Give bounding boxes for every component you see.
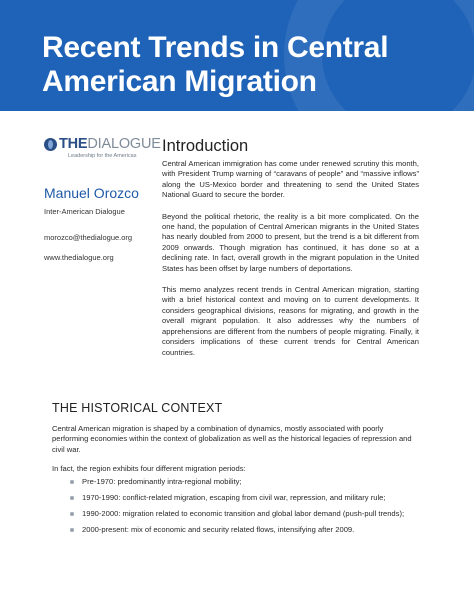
period-text: Pre-1970: predominantly intra-regional mobility; xyxy=(82,476,242,486)
author-organization: Inter-American Dialogue xyxy=(44,207,125,216)
page-title: Recent Trends in Central American Migration xyxy=(42,31,389,98)
author-website: www.thedialogue.org xyxy=(44,253,114,262)
intro-paragraph: This memo analyzes recent trends in Central American migration, starting with a brief historical context and moving on to current developments. It considers geographical divisions, reasons for migrating, and growth in the overall migrant population. It also addresses why the numbers of apprehensions are different from the numbers of people migrating. Finally, it considers implications of these current trends for Central American countries. xyxy=(162,285,419,357)
historical-context-paragraph: Central American migration is shaped by a combination of dynamics, mostly associated with poorly performing economies within the context of globalization as well as the historical legacies of repression and civil war. xyxy=(52,424,412,454)
list-item xyxy=(70,525,420,535)
intro-paragraph: Central American immigration has come under renewed scrutiny this month, with President Trump warning of “caravans of people” and “massive inflows” along the US-Mexico border and threatening to send the United States National Guard to secure the border. xyxy=(162,159,419,200)
historical-context-heading: THE HISTORICAL CONTEXT xyxy=(52,401,223,415)
migration-periods-intro: In fact, the region exhibits four different migration periods: xyxy=(52,464,246,474)
migration-periods-list xyxy=(52,477,420,535)
globe-icon xyxy=(44,138,57,151)
period-text: 1970-1990: conflict-related migration, escaping from civil war, repression, and military rule; xyxy=(82,492,386,502)
author-email: morozco@thedialogue.org xyxy=(44,233,133,242)
historical-context-section xyxy=(52,401,420,541)
logo-wordmark xyxy=(59,136,161,152)
author-sidebar xyxy=(44,136,161,262)
list-item xyxy=(70,493,420,503)
bullet-icon xyxy=(70,512,74,516)
bullet-icon xyxy=(70,480,74,484)
introduction-section xyxy=(162,136,419,369)
bullet-icon xyxy=(70,528,74,532)
list-item xyxy=(70,477,420,487)
author-name: Manuel Orozco xyxy=(44,185,139,201)
bullet-icon xyxy=(70,496,74,500)
intro-paragraph: Beyond the political rhetoric, the reality is a bit more complicated. On the one hand, the population of Central American migrants in the United States has nearly doubled from 2000 to present, but the trend is a bit different from 2009 onwards. Though migration has continued, it has done so at a declining rate. In fact, overall growth in the migrant population in the United States has been offset by large numbers of deportations. xyxy=(162,211,419,273)
logo-tagline: Leadership for the Americas xyxy=(68,153,137,159)
list-item xyxy=(70,509,420,519)
logo-dialogue: DIALOGUE xyxy=(87,136,161,152)
period-text: 1990-2000: migration related to economic transition and global labor demand (push-pull trends); xyxy=(82,508,405,518)
period-text: 2000-present: mix of economic and security related flows, intensifying after 2009. xyxy=(82,524,355,534)
title-banner xyxy=(0,0,474,111)
the-dialogue-logo xyxy=(44,136,161,152)
introduction-heading: Introduction xyxy=(162,137,249,155)
logo-the: THE xyxy=(59,136,88,152)
